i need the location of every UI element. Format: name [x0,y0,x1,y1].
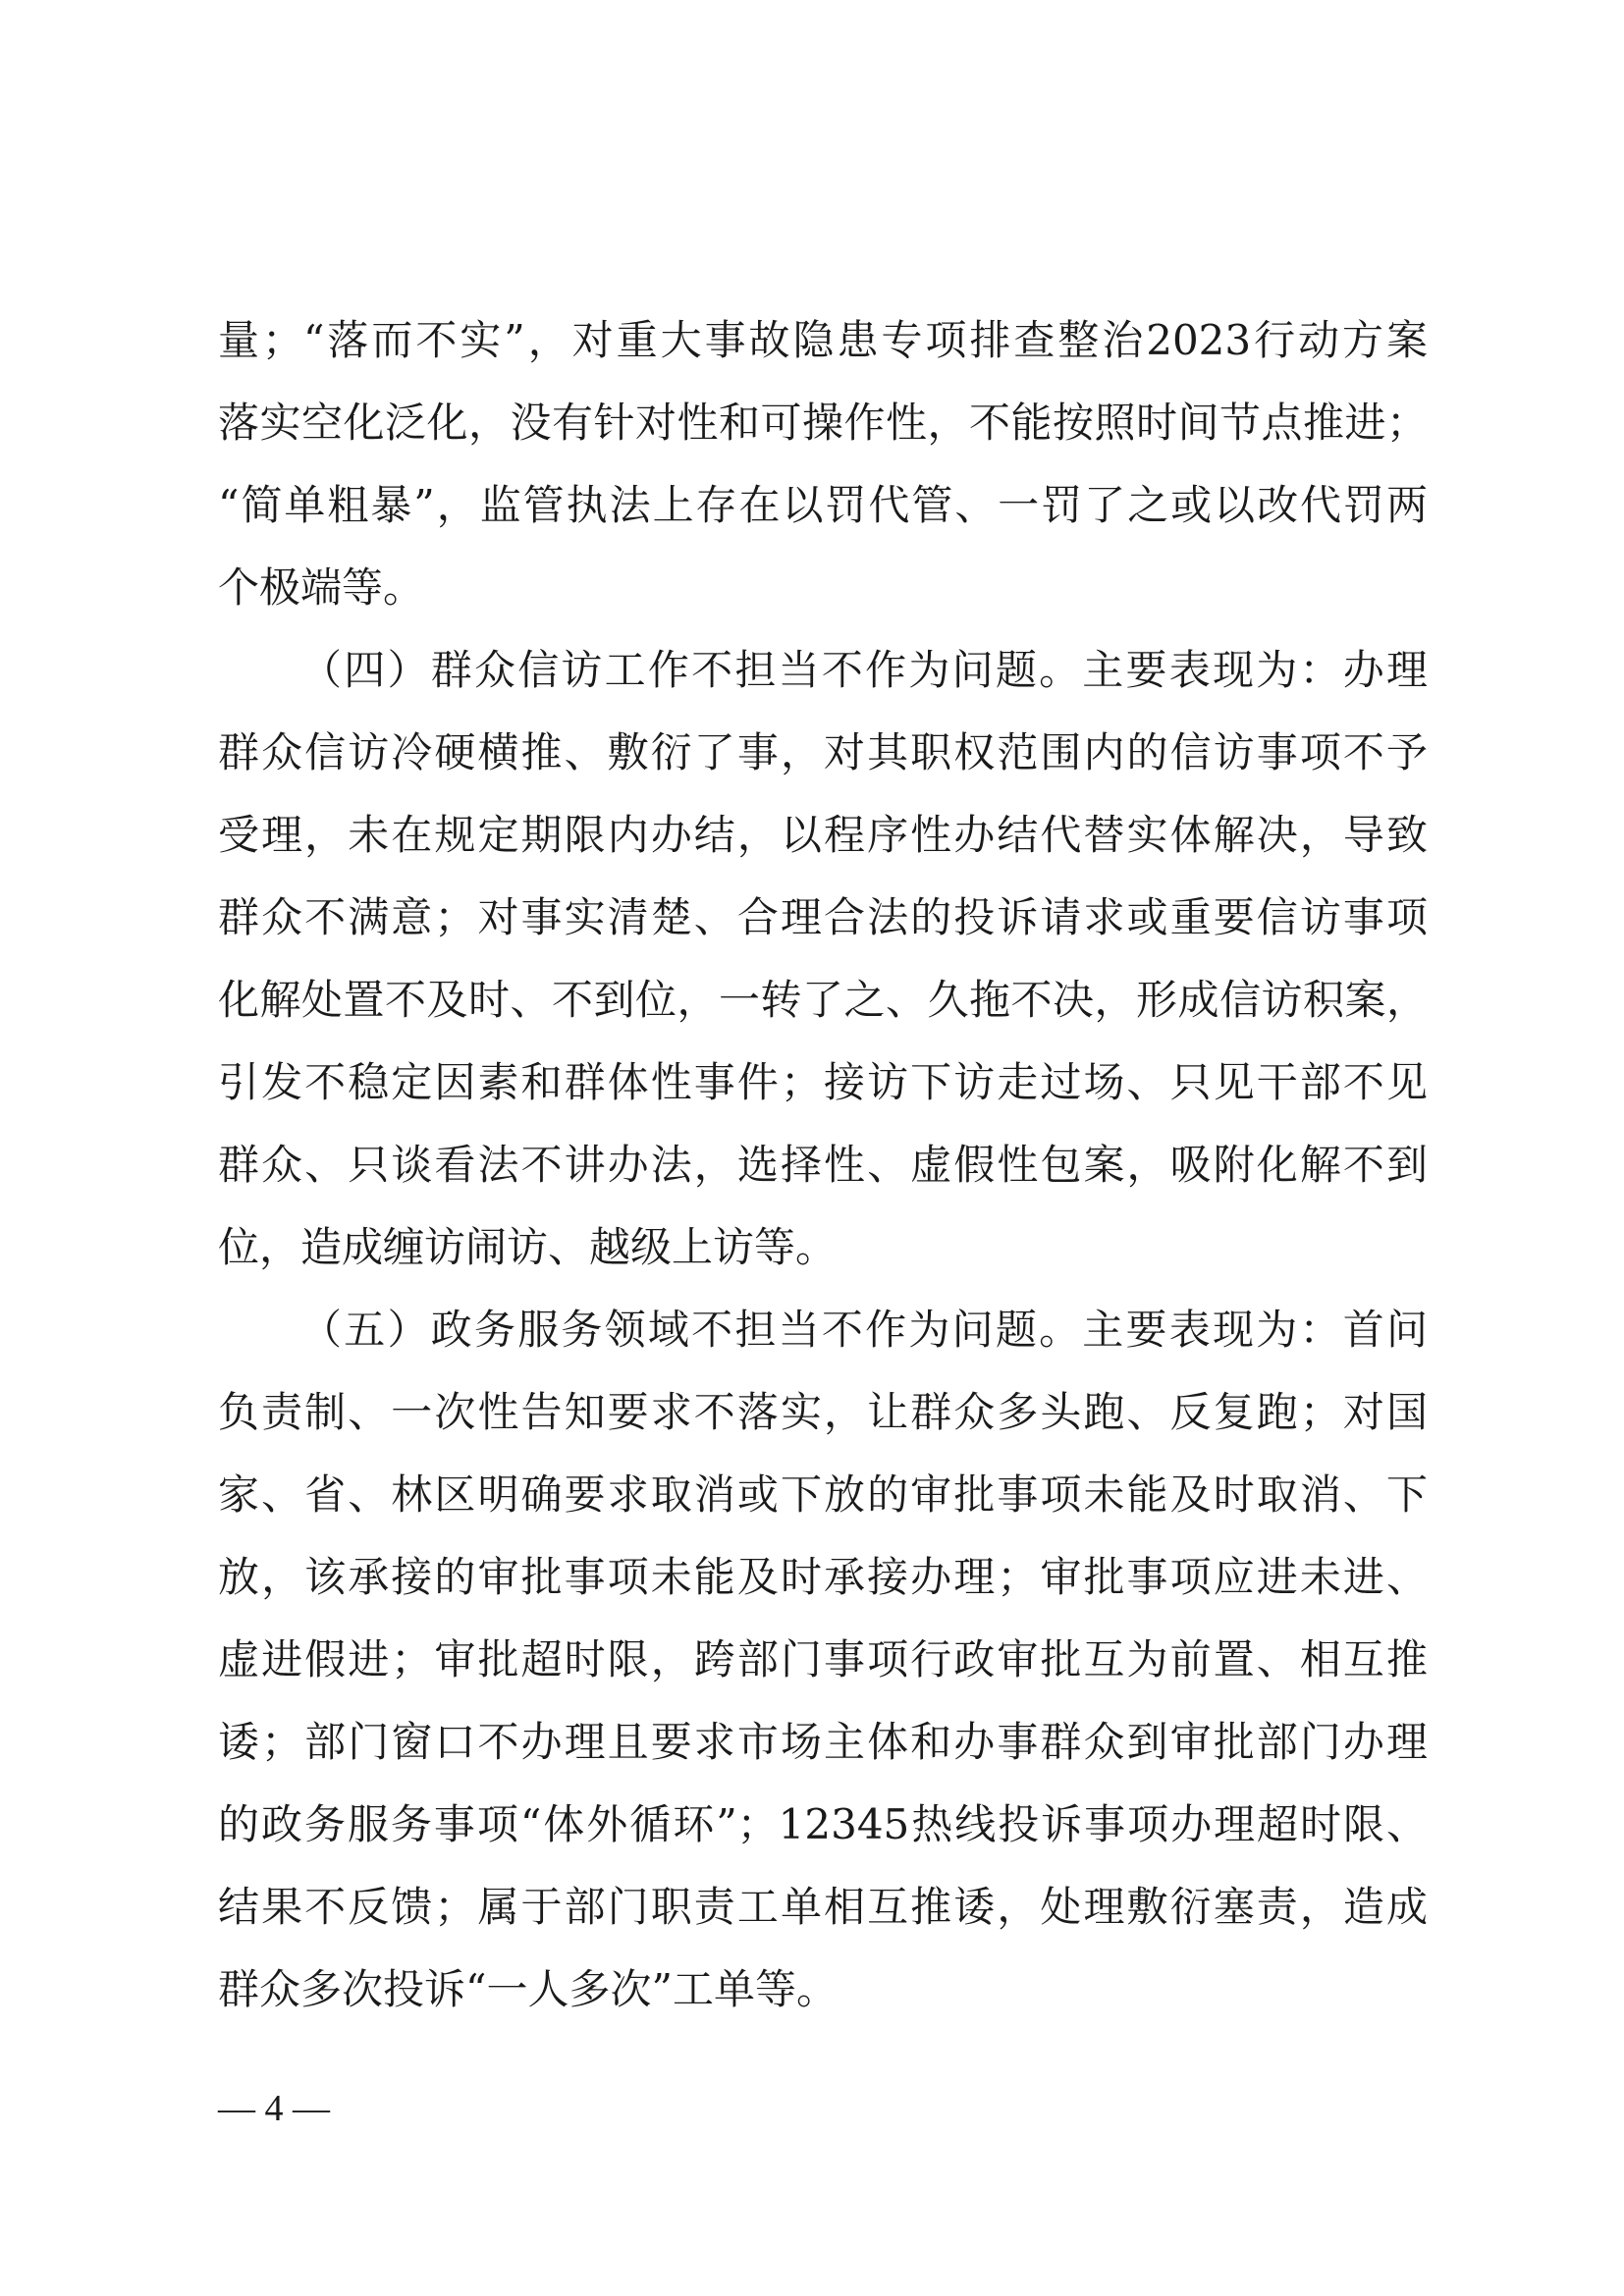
body-text [218,299,1428,2031]
text-line: 群众、只谈看法不讲办法，选择性、虚假性包案，吸附化解不到 [218,1141,1428,1189]
text-line: 负责制、一次性告知要求不落实，让群众多头跑、反复跑；对国 [218,1388,1428,1436]
text-line: 诿；部门窗口不办理且要求市场主体和办事群众到审批部门办理 [218,1718,1428,1766]
text-line: 个极端等。 [218,563,425,612]
text-line: 虚进假进；审批超时限，跨部门事项行政审批互为前置、相互推 [218,1635,1428,1683]
text-line: 结果不反馈；属于部门职责工单相互推诿，处理敷衍塞责，造成 [218,1883,1428,1931]
text-line: 群众多次投诉“一人多次”工单等。 [218,1965,838,2013]
text-line: 群众不满意；对事实清楚、合理合法的投诉请求或重要信访事项 [218,893,1428,941]
text-line: 化解处置不及时、不到位，一转了之、久拖不决，形成信访积案， [218,976,1428,1024]
text-line: “简单粗暴”，监管执法上存在以罚代管、一罚了之或以改代罚两 [218,481,1428,529]
text-line: 落实空化泛化，没有针对性和可操作性，不能按照时间节点推进； [218,399,1428,447]
text-line: 的政务服务事项“体外循环”；12345热线投诉事项办理超时限、 [218,1800,1428,1848]
text-line: 群众信访冷硬横推、敷衍了事，对其职权范围内的信访事项不予 [218,728,1428,776]
page-number: — 4 — [218,2088,330,2129]
text-line: 量；“落而不实”，对重大事故隐患专项排查整治2023行动方案 [218,316,1428,364]
section-heading-line: （五）政务服务领域不担当不作为问题。主要表现为：首问 [300,1306,1428,1354]
text-line: 受理，未在规定期限内办结，以程序性办结代替实体解决，导致 [218,811,1428,859]
text-line: 家、省、林区明确要求取消或下放的审批事项未能及时取消、下 [218,1470,1428,1519]
text-line: 位，造成缠访闹访、越级上访等。 [218,1223,838,1271]
text-line: 放，该承接的审批事项未能及时承接办理；审批事项应进未进、 [218,1553,1428,1601]
section-heading-line: （四）群众信访工作不担当不作为问题。主要表现为：办理 [300,646,1428,694]
text-line: 引发不稳定因素和群体性事件；接访下访走过场、只见干部不见 [218,1058,1428,1106]
